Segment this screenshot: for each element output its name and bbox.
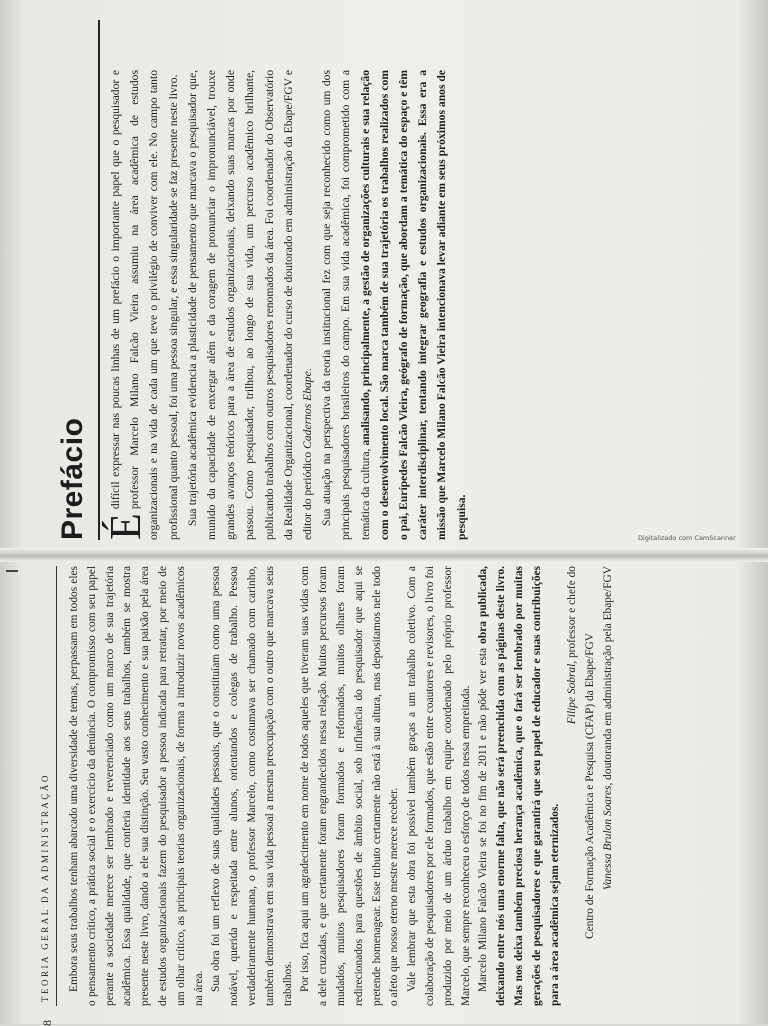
- signature-2-name: Vanessa Brulon Soares: [601, 785, 614, 891]
- preface-paragraph-2-text: Sua trajetória acadêmica evidencia a plasticidade de pensamento que marcava o pesquisador que, munido da capacidade de enxergar além e da coragem de pronunciar o impronunciável, trouxe grandes avanços teóricos para a área de estudos organizacionais, deixando suas marcas por onde passou. Como pesquisador, trilhou, ao longo de sua vida, um percurso acadêmico brilhante, publicando trabalhos com outros pesquisadores renomados da área. Foi coordenador do Observatório da Realidade Organizacional, coordenador do curso de doutorado em administração da Ebape/FGV e editor do periódico: [185, 70, 315, 540]
- gutter-mark: [6, 570, 18, 572]
- preface-body: [101, 70, 471, 540]
- preface-page: [56, 70, 716, 540]
- preface-paragraph-3-text: Sua atuação na perspectiva da teoria institucional fez com que seja reconhecido como um dos principais pesquisadores brasileiros do campo. Em sua vida acadêmica, foi comprometido com a temática da cultura,: [320, 70, 372, 540]
- body-paragraph-5-text: Marcelo Milano Falcão Vieira se foi no fim de 2011 e não pôde ver esta: [477, 647, 490, 992]
- preface-paragraph-1-text: difícil expressar nas poucas linhas de um prefácio o importante papel que o pesquisador e professor Marcelo Milano Falcão Vieira assumiu na área acadêmica de estudos organizacionais e na vida de cada um que teve o privilégio de conviver com ele. No campo tanto profissional quanto pessoal, foi uma pessoa singular, e essa singularidade se faz presente neste livro.: [109, 70, 180, 540]
- body-paragraph-4: Vale lembrar que esta obra foi possível também graças a um trabalho coletivo. Com a colaboração de pesquisadores por ele formados, que estão entre coautores e revisores, o livro foi produzido por meio de um árduo trabalho em equipe coordenado pelo próprio professor Marcelo, que sempre reconheceu o esforço de todos nessa empreitada.: [406, 566, 472, 1006]
- signature-1-name: Filipe Sobral: [566, 663, 579, 725]
- page-number: 8: [40, 1020, 54, 1026]
- body-page: [40, 565, 744, 1026]
- running-head-rule: [56, 566, 57, 1006]
- book-gutter: [0, 548, 768, 562]
- journal-title: Cadernos Ebape: [301, 371, 315, 449]
- body-paragraph-1: Embora seus trabalhos tenham abarcado uma diversidade de temas, perpassam em todos eles o pensamento crítico, a prática social e o exercício da denúncia. O compromisso com seu papel perante a sociedade merece ser lembrado e reverenciado como um marco de sua trajetória acadêmica. Essa qualidade, que conferia identidade aos seus trabalhos, também se mostra presente neste livro, dando a ele sua distinção. Seu vasto conhecimento e sua paixão pela área de estudos organizacionais fazem do pesquisador a pessoa indicada para retratar, por meio de um olhar crítico, as principais teorias organizacionais, de forma a introduzir novos acadêmicos na área.: [68, 566, 205, 1006]
- preface-paragraph-3-bold: analisando, principalmente, a gestão de organizações culturais e sua relação com o desenvolvimento local. São marca também de sua trajetória os trabalhos realizados com o pai, Eurípedes Falcão Vieira, geógrafo de formação, que abordam a temática do espaço e têm caráter interdisciplinar, tentando integrar geografia e estudos organizacionais. Essa era a missão que Marcelo Milano Falcão Vieira intencionava levar adiante em seus próximos anos de pesquisa.: [358, 70, 468, 540]
- signature-1-institution: Centro de Formação Acadêmica e Pesquisa (CFAP) da Ebape/FGV: [584, 633, 597, 939]
- body-paragraph-5-bold: obra publicada, deixando entre nós uma enorme falta, que não será preenchida com as páginas deste livro. Mas nos deixa também preciosa herança acadêmica, que o fará ser lembrado por muitas gerações de pesquisadores e que garantirá que seu papel de educador e suas contribuições para a área acadêmica sejam eternizados.: [477, 565, 561, 1006]
- body-paragraph-3: Por isso, fica aqui um agradecimento em nome de todos aqueles que tiveram suas vidas com a dele cruzadas, e que certamente foram engrandecidos nessa relação. Muitos percursos foram mudados, muitos pesquisadores foram formados e reformados, muitos olhares foram redirecionados para questões de âmbito social, sob influência do pesquisador que aqui se pretende homenagear. Esse tributo certamente não está à sua altura, mas depositamos nele todo o afeto que nosso eterno mestre merece receber.: [299, 566, 401, 1006]
- preface-paragraph-2-end: .: [301, 368, 315, 372]
- title-rule: [98, 20, 100, 540]
- preface-paragraph-3: [317, 70, 471, 540]
- page-title: Prefácio: [56, 417, 89, 540]
- signature-1: [564, 566, 582, 1006]
- scanner-watermark: Digitalizado com CamScanner: [638, 534, 736, 542]
- preface-paragraph-2: [183, 70, 317, 540]
- signature-2-role: , doutoranda em administração pela Ebape/FGV: [601, 566, 614, 786]
- signature-2: [600, 566, 618, 1006]
- body-paragraph-2: Sua obra foi um reflexo de suas qualidades pessoais, que o constituíam como uma pessoa notável, querida e respeitada entre alunos, orientandos e colegas de trabalho. Pessoa verdadeiramente humana, o professor Marcelo, como costumava ser chamado com carinho, também demonstrava em sua vida pessoal a mesma preocupação com o outro que marcava seus trabalhos.: [210, 566, 294, 1006]
- body-paragraph-5: [475, 566, 564, 1006]
- page-body: [66, 566, 618, 1006]
- running-head: TEORIA GERAL DA ADMINISTRAÇÃO: [40, 773, 50, 1002]
- drop-cap: É: [101, 513, 150, 540]
- signature-1-role: , professor e chefe do: [566, 566, 579, 664]
- preface-paragraph-1: [101, 70, 183, 540]
